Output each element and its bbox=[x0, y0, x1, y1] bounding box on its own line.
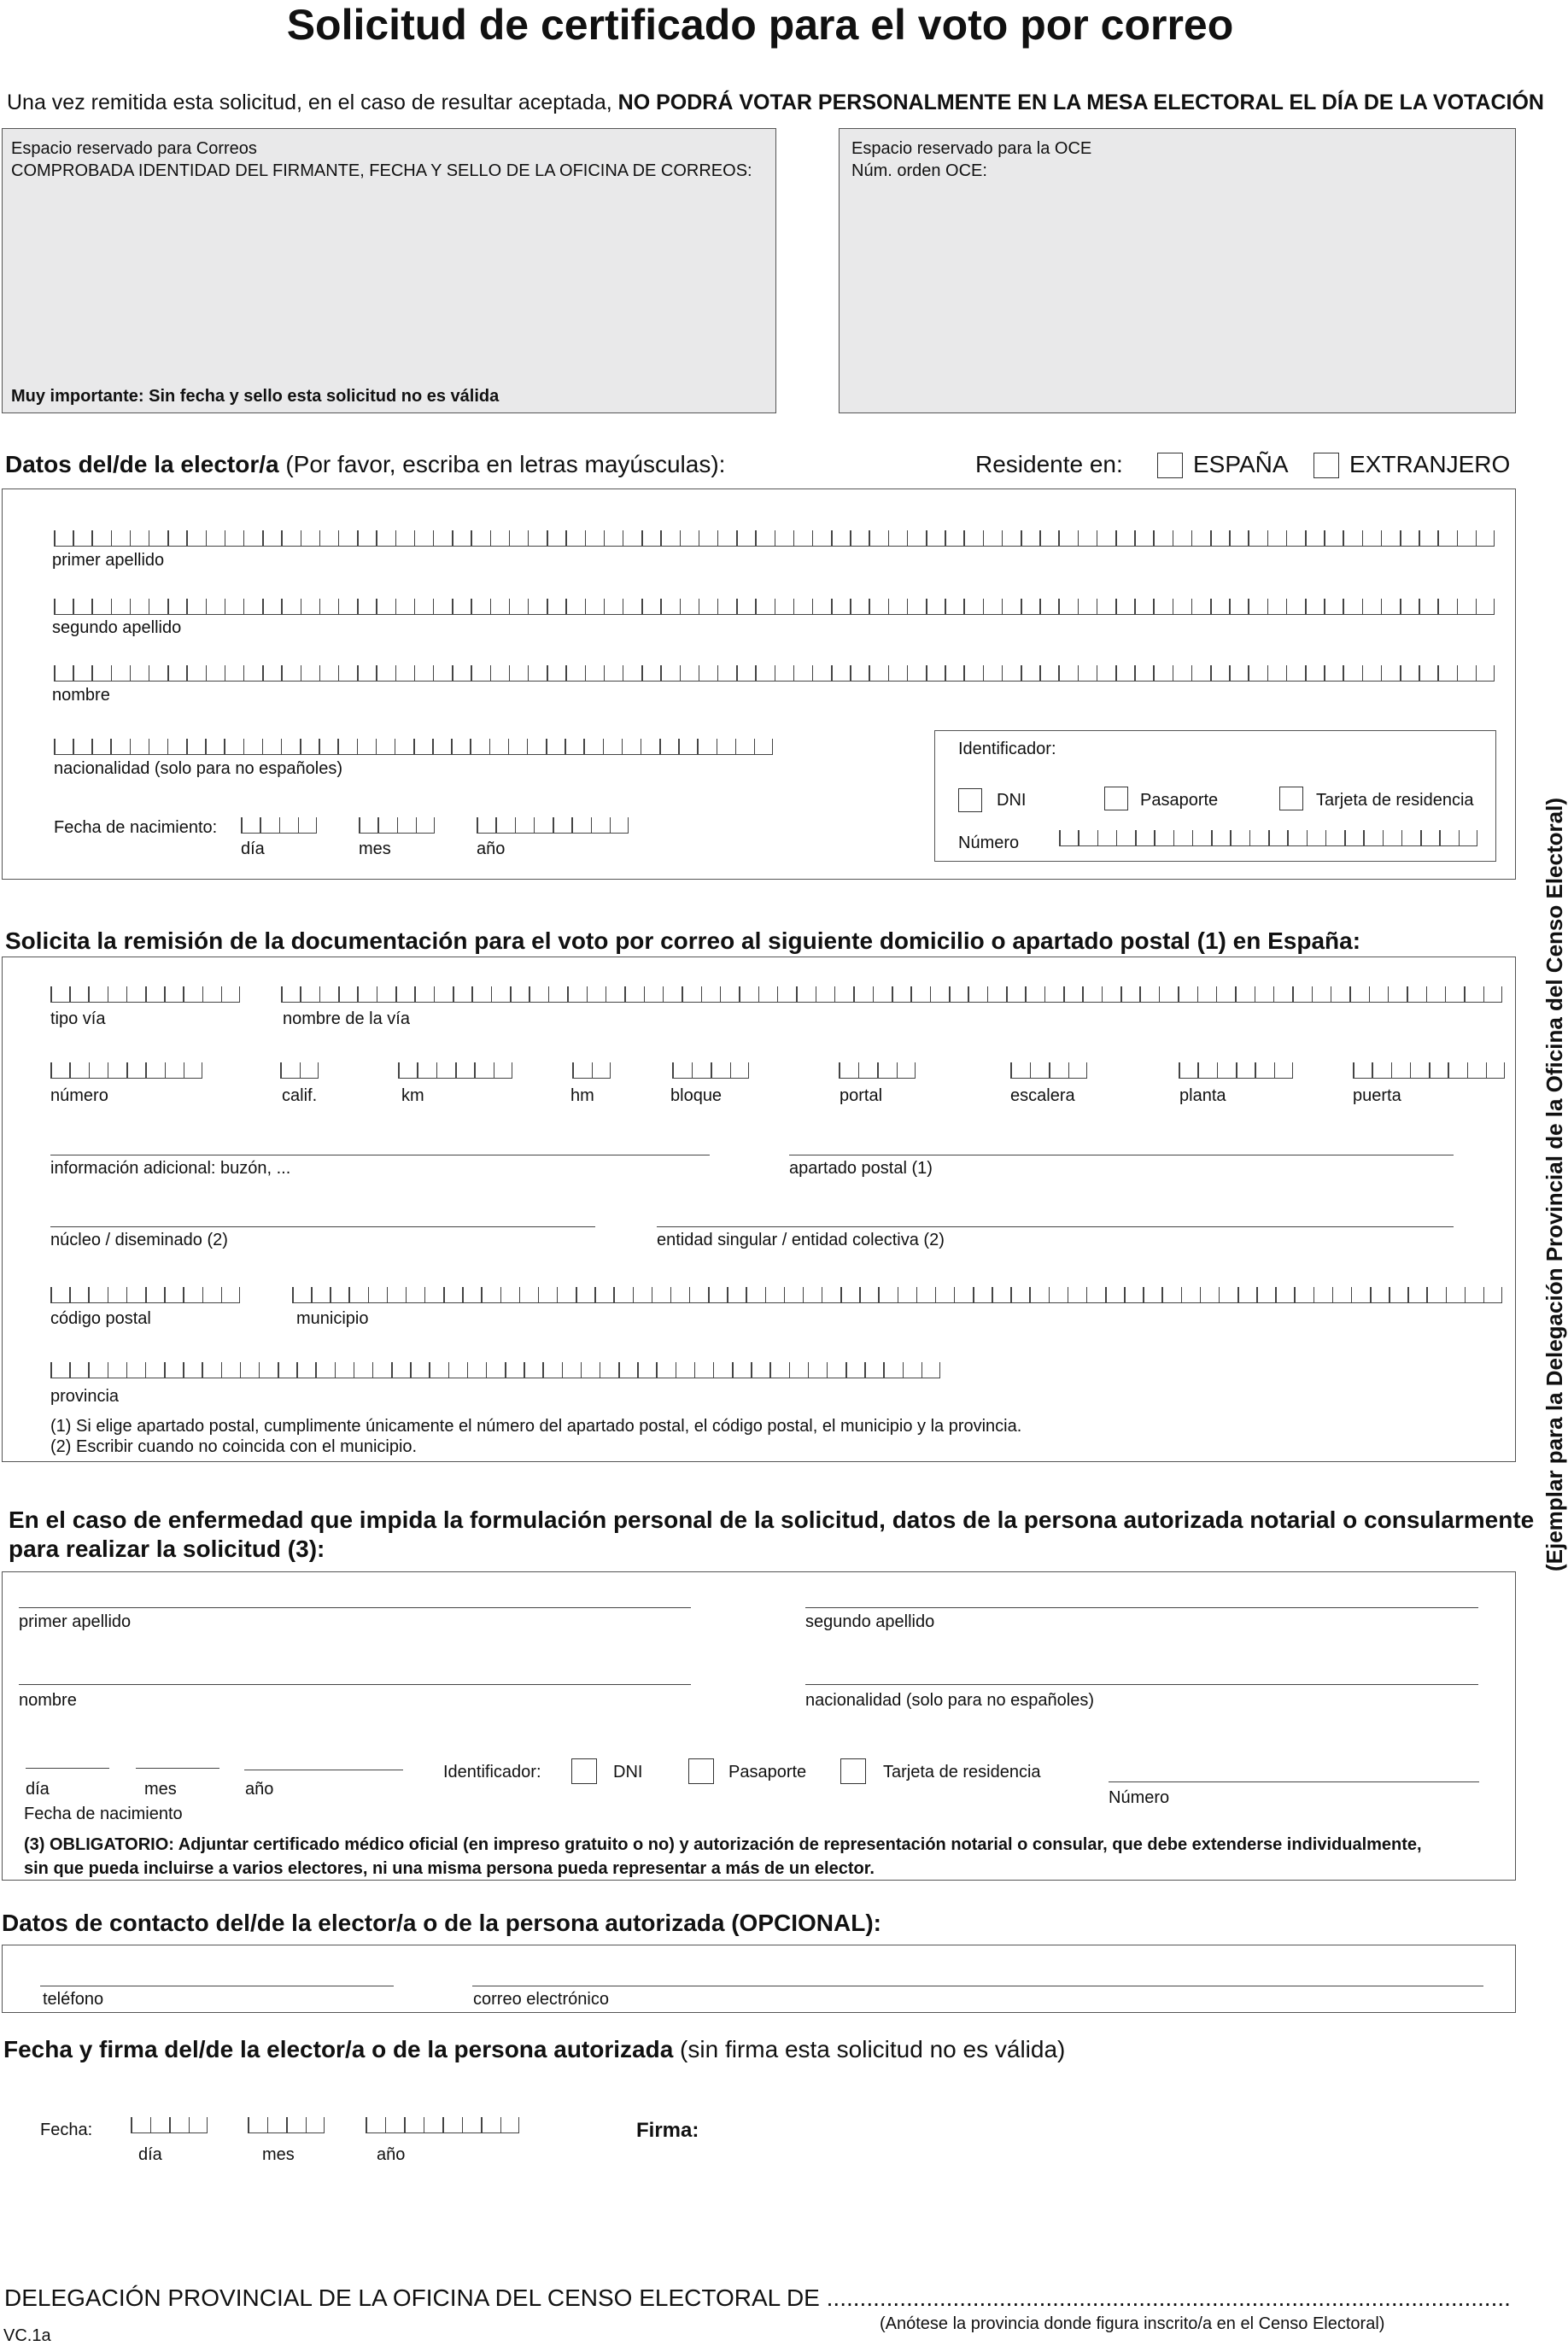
elector-tarjeta-label: Tarjeta de residencia bbox=[1316, 791, 1474, 810]
elector-id-number-input[interactable] bbox=[1059, 831, 1477, 846]
elector-birth-month-input[interactable] bbox=[359, 818, 435, 834]
autorizada-anio-label: año bbox=[245, 1780, 274, 1799]
spain-label: ESPAÑA bbox=[1193, 451, 1289, 477]
autorizada-tarjeta-checkbox[interactable] bbox=[840, 1758, 866, 1784]
autorizada-segundo-apellido-label: segundo apellido bbox=[805, 1612, 935, 1631]
elector-mes-label: mes bbox=[359, 840, 391, 858]
elector-dia-label: día bbox=[241, 840, 265, 858]
fecha-label: Fecha: bbox=[40, 2121, 93, 2139]
nucleo-label: núcleo / diseminado (2) bbox=[50, 1231, 228, 1249]
calif-label: calif. bbox=[282, 1086, 318, 1105]
nucleo-input[interactable] bbox=[50, 1226, 595, 1227]
telefono-label: teléfono bbox=[43, 1990, 104, 2009]
autorizada-primer-apellido-input[interactable] bbox=[19, 1607, 691, 1608]
abroad-checkbox[interactable] bbox=[1313, 453, 1339, 478]
autorizada-nacionalidad-label: nacionalidad (solo para no españoles) bbox=[805, 1691, 1095, 1710]
elector-nacionalidad-input[interactable] bbox=[54, 740, 773, 755]
elector-numero-label: Número bbox=[958, 834, 1020, 852]
puerta-input[interactable] bbox=[1353, 1063, 1505, 1079]
contacto-heading: Datos de contacto del/de la elector/a o de la persona autorizada (OPCIONAL): bbox=[2, 1910, 881, 1936]
tipo-via-label: tipo vía bbox=[50, 1009, 106, 1028]
delegacion-line: DELEGACIÓN PROVINCIAL DE LA OFICINA DEL CENSO ELECTORAL DE ....................................................................................................... bbox=[4, 2285, 1511, 2311]
entidad-label: entidad singular / entidad colectiva (2) bbox=[657, 1231, 945, 1249]
escalera-label: escalera bbox=[1010, 1086, 1075, 1105]
elector-segundo-apellido-input[interactable] bbox=[54, 600, 1495, 615]
autorizada-dia-label: día bbox=[26, 1780, 50, 1799]
firma-heading: Fecha y firma del/de la elector/a o de la persona autorizada (sin firma esta solicitud no es válida) bbox=[3, 2036, 1066, 2062]
form-code: VC.1a bbox=[3, 2326, 51, 2345]
autorizada-heading-2: para realizar la solicitud (3): bbox=[9, 1536, 325, 1562]
bloque-input[interactable] bbox=[672, 1063, 749, 1079]
bloque-label: bloque bbox=[670, 1086, 723, 1105]
autorizada-note-2: sin que pueda incluirse a varios electores, ni una misma persona pueda representar a más de un elector. bbox=[24, 1859, 875, 1878]
form-title: Solicitud de certificado para el voto por correo bbox=[286, 1, 1234, 49]
domicilio-heading: Solicita la remisión de la documentación para el voto por correo al siguiente domicilio o apartado postal (1) en España: bbox=[5, 927, 1361, 954]
autorizada-fecha-nacimiento-label: Fecha de nacimiento bbox=[24, 1805, 183, 1823]
elector-birth-year-input[interactable] bbox=[477, 818, 629, 834]
km-input[interactable] bbox=[398, 1063, 512, 1079]
codigo-postal-input[interactable] bbox=[50, 1288, 240, 1303]
domicilio-note-2: (2) Escribir cuando no coincida con el municipio. bbox=[50, 1437, 418, 1456]
firma-mes-label: mes bbox=[262, 2145, 295, 2164]
elector-pasaporte-label: Pasaporte bbox=[1140, 791, 1219, 810]
autorizada-nombre-input[interactable] bbox=[19, 1684, 691, 1685]
firma-dia-label: día bbox=[138, 2145, 162, 2164]
oce-line2: Núm. orden OCE: bbox=[851, 161, 987, 180]
nombre-via-input[interactable] bbox=[281, 987, 1502, 1003]
planta-input[interactable] bbox=[1179, 1063, 1293, 1079]
calif-input[interactable] bbox=[280, 1063, 319, 1079]
numero-label: número bbox=[50, 1086, 108, 1105]
autorizada-numero-label: Número bbox=[1109, 1788, 1170, 1807]
elector-tarjeta-checkbox[interactable] bbox=[1279, 787, 1303, 810]
nombre-via-label: nombre de la vía bbox=[283, 1009, 410, 1028]
autorizada-primer-apellido-label: primer apellido bbox=[19, 1612, 132, 1631]
elector-primer-apellido-label: primer apellido bbox=[52, 551, 165, 570]
firma-year-input[interactable] bbox=[366, 2118, 519, 2133]
autorizada-tarjeta-label: Tarjeta de residencia bbox=[883, 1763, 1041, 1781]
info-adicional-label: información adicional: buzón, ... bbox=[50, 1159, 291, 1178]
autorizada-segundo-apellido-input[interactable] bbox=[805, 1607, 1478, 1608]
tipo-via-input[interactable] bbox=[50, 987, 240, 1003]
correos-line2: COMPROBADA IDENTIDAD DEL FIRMANTE, FECHA Y SELLO DE LA OFICINA DE CORREOS: bbox=[11, 161, 752, 180]
portal-input[interactable] bbox=[839, 1063, 916, 1079]
elector-segundo-apellido-label: segundo apellido bbox=[52, 618, 182, 637]
autorizada-pasaporte-label: Pasaporte bbox=[728, 1763, 807, 1781]
autorizada-mes-label: mes bbox=[144, 1780, 177, 1799]
delegacion-note: (Anótese la provincia donde figura inscrito/a en el Censo Electoral) bbox=[880, 2314, 1385, 2333]
spain-checkbox[interactable] bbox=[1157, 453, 1183, 478]
side-copy-note: (Ejemplar para la Delegación Provincial de la Oficina del Censo Electoral) bbox=[1542, 798, 1567, 1571]
elector-fecha-nacimiento-label: Fecha de nacimiento: bbox=[54, 818, 218, 837]
autorizada-frame bbox=[2, 1571, 1516, 1881]
hm-label: hm bbox=[570, 1086, 594, 1105]
elector-dni-label: DNI bbox=[997, 791, 1027, 810]
municipio-label: municipio bbox=[296, 1309, 369, 1328]
entidad-input[interactable] bbox=[657, 1226, 1454, 1227]
autorizada-dni-label: DNI bbox=[613, 1763, 643, 1781]
codigo-postal-label: código postal bbox=[50, 1309, 151, 1328]
planta-label: planta bbox=[1179, 1086, 1226, 1105]
elector-nombre-label: nombre bbox=[52, 686, 110, 705]
correos-warning: Muy importante: Sin fecha y sello esta solicitud no es válida bbox=[11, 387, 500, 406]
abroad-label: EXTRANJERO bbox=[1349, 451, 1511, 477]
autorizada-heading-1: En el caso de enfermedad que impida la formulación personal de la solicitud, datos de la persona autorizada notarial o consularmente bbox=[9, 1506, 1535, 1533]
elector-identificador-label: Identificador: bbox=[958, 740, 1056, 758]
provincia-input[interactable] bbox=[50, 1363, 940, 1378]
domicilio-frame bbox=[2, 957, 1516, 1462]
firma-anio-label: año bbox=[377, 2145, 406, 2164]
firma-day-input[interactable] bbox=[131, 2118, 208, 2133]
autorizada-nombre-label: nombre bbox=[19, 1691, 77, 1710]
autorizada-birth-month-input[interactable] bbox=[136, 1768, 219, 1769]
escalera-input[interactable] bbox=[1010, 1063, 1087, 1079]
elector-dni-checkbox[interactable] bbox=[958, 788, 982, 812]
elector-nacionalidad-label: nacionalidad (solo para no españoles) bbox=[54, 759, 343, 778]
intro-text: Una vez remitida esta solicitud, en el caso de resultar aceptada, NO PODRÁ VOTAR PERSONALMENTE EN LA MESA ELECTORAL EL DÍA DE LA VOTACIÓN bbox=[7, 91, 1544, 114]
provincia-label: provincia bbox=[50, 1387, 120, 1406]
autorizada-pasaporte-checkbox[interactable] bbox=[688, 1758, 714, 1784]
correos-line1: Espacio reservado para Correos bbox=[11, 139, 257, 158]
elector-birth-day-input[interactable] bbox=[241, 818, 317, 834]
numero-input[interactable] bbox=[50, 1063, 202, 1079]
portal-label: portal bbox=[840, 1086, 883, 1105]
autorizada-birth-day-input[interactable] bbox=[26, 1768, 109, 1769]
oce-reserved-box bbox=[839, 128, 1516, 413]
autorizada-note-1: (3) OBLIGATORIO: Adjuntar certificado médico oficial (en impreso gratuito o no) y autorización de representación notarial o consular, que debe extenderse individualmente, bbox=[24, 1835, 1422, 1854]
hm-input[interactable] bbox=[572, 1063, 611, 1079]
contacto-frame bbox=[2, 1945, 1516, 2013]
domicilio-note-1: (1) Si elige apartado postal, cumplimente únicamente el número del apartado postal, el código postal, el municipio y la provincia. bbox=[50, 1417, 1022, 1436]
resident-label: Residente en: bbox=[975, 451, 1123, 477]
elector-nombre-input[interactable] bbox=[54, 666, 1495, 682]
elector-heading: Datos del/de la elector/a (Por favor, escriba en letras mayúsculas): bbox=[5, 451, 726, 477]
autorizada-dni-checkbox[interactable] bbox=[571, 1758, 597, 1784]
firma-label: Firma: bbox=[636, 2119, 699, 2142]
km-label: km bbox=[401, 1086, 424, 1105]
elector-anio-label: año bbox=[477, 840, 506, 858]
autorizada-identificador-label: Identificador: bbox=[443, 1763, 541, 1781]
oce-line1: Espacio reservado para la OCE bbox=[851, 139, 1092, 158]
elector-primer-apellido-input[interactable] bbox=[54, 531, 1495, 547]
autorizada-nacionalidad-input[interactable] bbox=[805, 1684, 1478, 1685]
elector-pasaporte-checkbox[interactable] bbox=[1104, 787, 1128, 810]
autorizada-id-number-input[interactable] bbox=[1109, 1781, 1479, 1782]
correo-label: correo electrónico bbox=[473, 1990, 609, 2009]
correos-reserved-box bbox=[2, 128, 776, 413]
puerta-label: puerta bbox=[1353, 1086, 1401, 1105]
municipio-input[interactable] bbox=[292, 1288, 1502, 1303]
apartado-postal-label: apartado postal (1) bbox=[789, 1159, 933, 1178]
firma-month-input[interactable] bbox=[248, 2118, 325, 2133]
